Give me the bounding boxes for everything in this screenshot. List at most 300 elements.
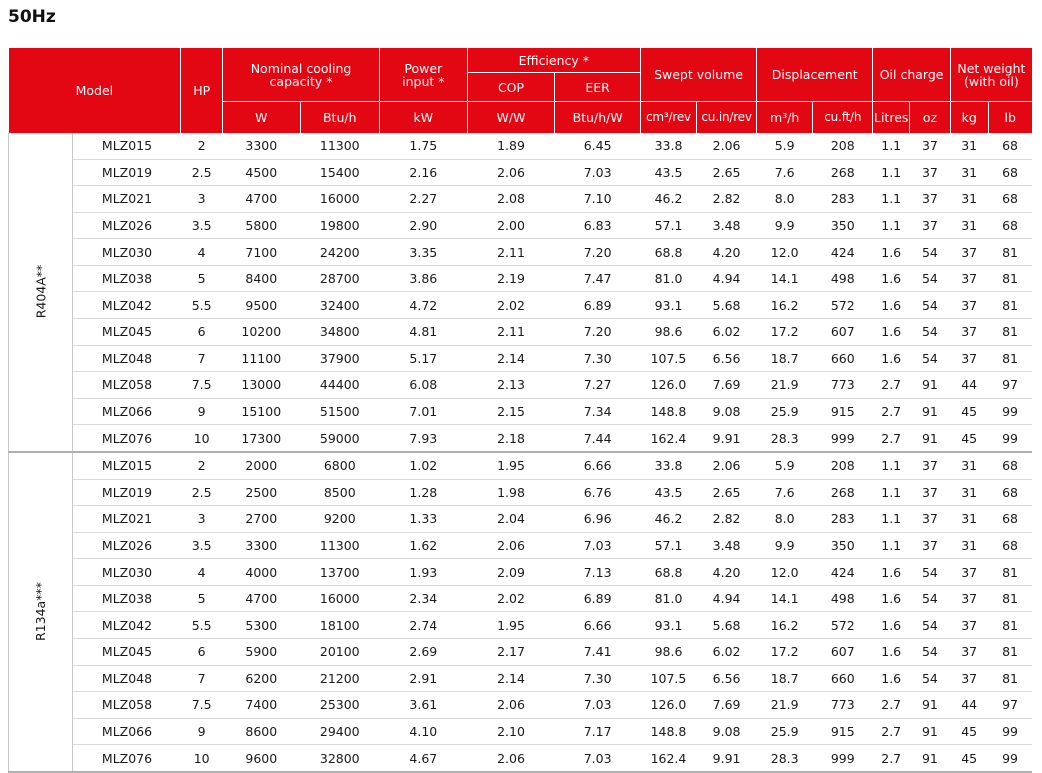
cell-oil-oz: 37 [910,506,951,533]
cell-oil-oz: 37 [910,452,951,479]
cell-hp: 5.5 [181,292,223,319]
header-net-weight: Net weight (with oil) [950,48,1032,102]
cell-swept-cuin: 2.06 [697,452,757,479]
cell-oil-litres: 2.7 [873,745,910,772]
cell-displacement-m3h: 14.1 [757,265,813,292]
cell-capacity-btuh: 8500 [300,479,380,506]
cell-oil-litres: 1.6 [873,345,910,372]
unit-cuinrev: cu.in/rev [697,102,757,134]
cell-model: MLZ048 [73,665,181,692]
cell-capacity-btuh: 32800 [300,745,380,772]
cell-weight-kg: 37 [950,239,988,266]
header-oil-charge: Oil charge [873,48,950,102]
cell-eer: 7.27 [555,372,641,399]
cell-capacity-btuh: 16000 [300,585,380,612]
cell-model: MLZ048 [73,345,181,372]
cell-weight-lb: 68 [988,479,1032,506]
cell-cop: 2.02 [467,585,555,612]
table-row [9,159,1033,186]
cell-oil-litres: 1.1 [873,212,910,239]
cell-capacity-btuh: 51500 [300,398,380,425]
cell-swept-cm3: 107.5 [640,665,696,692]
cell-weight-kg: 37 [950,665,988,692]
cell-hp: 7 [181,665,223,692]
cell-oil-litres: 1.6 [873,265,910,292]
cell-capacity-w: 4700 [223,186,300,213]
cell-swept-cuin: 5.68 [697,292,757,319]
cell-displacement-m3h: 5.9 [757,133,813,159]
cell-cop: 2.06 [467,159,555,186]
cell-weight-kg: 37 [950,319,988,346]
cell-power-kw: 2.74 [380,612,468,639]
cell-hp: 7.5 [181,372,223,399]
cell-oil-litres: 1.6 [873,559,910,586]
cell-eer: 6.66 [555,452,641,479]
cell-weight-kg: 31 [950,506,988,533]
cell-weight-kg: 37 [950,612,988,639]
cell-displacement-cufth: 283 [813,186,873,213]
header-nominal-cooling-capacity: Nominal cooling capacity * [223,48,380,102]
cell-swept-cuin: 3.48 [697,532,757,559]
cell-hp: 4 [181,239,223,266]
table-row [9,559,1033,586]
cell-displacement-cufth: 999 [813,745,873,772]
cell-weight-kg: 45 [950,718,988,745]
cell-capacity-w: 8400 [223,265,300,292]
cell-swept-cm3: 107.5 [640,345,696,372]
cell-hp: 10 [181,425,223,452]
table-row [9,212,1033,239]
cell-capacity-btuh: 11300 [300,133,380,159]
cell-oil-litres: 1.1 [873,532,910,559]
cell-hp: 7 [181,345,223,372]
cell-cop: 1.95 [467,452,555,479]
cell-displacement-cufth: 773 [813,372,873,399]
cell-oil-oz: 91 [910,745,951,772]
cell-power-kw: 2.91 [380,665,468,692]
cell-oil-litres: 2.7 [873,372,910,399]
cell-weight-lb: 68 [988,506,1032,533]
cell-model: MLZ058 [73,372,181,399]
cell-power-kw: 2.69 [380,638,468,665]
cell-cop: 2.11 [467,319,555,346]
table-body [9,133,1033,772]
cell-eer: 7.03 [555,159,641,186]
cell-capacity-btuh: 28700 [300,265,380,292]
cell-eer: 7.41 [555,638,641,665]
cell-swept-cuin: 6.56 [697,665,757,692]
cell-swept-cuin: 6.56 [697,345,757,372]
cell-model: MLZ021 [73,186,181,213]
cell-oil-litres: 1.6 [873,612,910,639]
cell-swept-cm3: 33.8 [640,133,696,159]
cell-displacement-cufth: 915 [813,398,873,425]
cell-power-kw: 7.01 [380,398,468,425]
cell-oil-litres: 1.1 [873,186,910,213]
cell-weight-lb: 81 [988,612,1032,639]
cell-swept-cm3: 57.1 [640,212,696,239]
cell-model: MLZ026 [73,532,181,559]
table-header [9,48,1033,134]
cell-capacity-btuh: 44400 [300,372,380,399]
cell-capacity-w: 15100 [223,398,300,425]
cell-capacity-btuh: 18100 [300,612,380,639]
cell-oil-litres: 1.6 [873,292,910,319]
cell-model: MLZ042 [73,612,181,639]
unit-oz: oz [910,102,951,134]
cell-cop: 2.06 [467,692,555,719]
cell-oil-litres: 1.6 [873,665,910,692]
cell-weight-lb: 68 [988,133,1032,159]
unit-kw: kW [380,102,468,134]
cell-model: MLZ038 [73,265,181,292]
table-row [9,292,1033,319]
cell-oil-oz: 54 [910,345,951,372]
cell-oil-litres: 2.7 [873,425,910,452]
cell-hp: 5 [181,265,223,292]
cell-capacity-btuh: 19800 [300,212,380,239]
cell-oil-oz: 91 [910,692,951,719]
table-row [9,452,1033,479]
cell-model: MLZ038 [73,585,181,612]
cell-swept-cm3: 148.8 [640,718,696,745]
cell-displacement-m3h: 18.7 [757,345,813,372]
cell-swept-cm3: 148.8 [640,398,696,425]
cell-displacement-cufth: 660 [813,665,873,692]
cell-swept-cm3: 43.5 [640,479,696,506]
cell-capacity-w: 8600 [223,718,300,745]
cell-hp: 7.5 [181,692,223,719]
cell-hp: 3 [181,506,223,533]
cell-swept-cm3: 46.2 [640,186,696,213]
cell-displacement-m3h: 12.0 [757,239,813,266]
cell-hp: 2 [181,133,223,159]
cell-eer: 6.45 [555,133,641,159]
cell-eer: 6.89 [555,292,641,319]
cell-oil-oz: 54 [910,265,951,292]
unit-btuhw: Btu/h/W [555,102,641,134]
cell-capacity-w: 2500 [223,479,300,506]
cell-capacity-w: 17300 [223,425,300,452]
cell-oil-oz: 37 [910,133,951,159]
cell-displacement-m3h: 17.2 [757,319,813,346]
unit-litres: Litres [873,102,910,134]
cell-displacement-m3h: 21.9 [757,372,813,399]
cell-model: MLZ045 [73,319,181,346]
cell-swept-cuin: 4.94 [697,585,757,612]
cell-displacement-cufth: 424 [813,239,873,266]
cell-oil-litres: 2.7 [873,398,910,425]
cell-capacity-w: 3300 [223,532,300,559]
cell-swept-cuin: 9.91 [697,745,757,772]
cell-hp: 2.5 [181,479,223,506]
cell-capacity-btuh: 20100 [300,638,380,665]
cell-capacity-w: 9500 [223,292,300,319]
cell-cop: 2.10 [467,718,555,745]
cell-oil-oz: 37 [910,212,951,239]
header-power-input: Power input * [380,48,468,102]
cell-model: MLZ015 [73,452,181,479]
cell-power-kw: 3.61 [380,692,468,719]
cell-oil-litres: 1.1 [873,506,910,533]
header-swept-volume: Swept volume [640,48,756,102]
table-row [9,425,1033,452]
cell-displacement-m3h: 5.9 [757,452,813,479]
cell-swept-cm3: 98.6 [640,638,696,665]
cell-eer: 7.03 [555,745,641,772]
cell-cop: 2.06 [467,532,555,559]
cell-cop: 2.02 [467,292,555,319]
cell-capacity-btuh: 6800 [300,452,380,479]
cell-capacity-w: 3300 [223,133,300,159]
cell-swept-cm3: 93.1 [640,292,696,319]
cell-weight-kg: 31 [950,479,988,506]
cell-power-kw: 3.35 [380,239,468,266]
cell-cop: 2.00 [467,212,555,239]
cell-hp: 3 [181,186,223,213]
cell-weight-lb: 81 [988,559,1032,586]
cell-weight-kg: 31 [950,452,988,479]
cell-model: MLZ021 [73,506,181,533]
cell-oil-litres: 1.1 [873,133,910,159]
cell-capacity-w: 2000 [223,452,300,479]
cell-capacity-w: 4000 [223,559,300,586]
cell-model: MLZ042 [73,292,181,319]
table-row [9,718,1033,745]
cell-cop: 2.11 [467,239,555,266]
header-model: Model [9,48,181,134]
cell-cop: 1.89 [467,133,555,159]
cell-eer: 6.83 [555,212,641,239]
cell-weight-lb: 97 [988,372,1032,399]
cell-capacity-btuh: 13700 [300,559,380,586]
page-title: 50Hz [8,7,56,27]
cell-power-kw: 1.75 [380,133,468,159]
cell-weight-lb: 68 [988,532,1032,559]
cell-weight-kg: 45 [950,398,988,425]
cell-oil-litres: 1.1 [873,159,910,186]
cell-model: MLZ058 [73,692,181,719]
cell-displacement-cufth: 498 [813,265,873,292]
cell-cop: 2.14 [467,665,555,692]
cell-power-kw: 2.90 [380,212,468,239]
cell-capacity-btuh: 59000 [300,425,380,452]
cell-hp: 10 [181,745,223,772]
unit-ww: W/W [467,102,555,134]
cell-hp: 6 [181,319,223,346]
cell-oil-oz: 54 [910,292,951,319]
header-hp: HP [181,48,223,134]
table-row [9,239,1033,266]
cell-hp: 9 [181,398,223,425]
cell-swept-cm3: 46.2 [640,506,696,533]
cell-swept-cm3: 68.8 [640,239,696,266]
header-displacement: Displacement [757,48,873,102]
cell-swept-cuin: 2.65 [697,479,757,506]
cell-swept-cuin: 6.02 [697,319,757,346]
cell-capacity-w: 13000 [223,372,300,399]
cell-cop: 2.14 [467,345,555,372]
cell-cop: 2.13 [467,372,555,399]
cell-capacity-btuh: 15400 [300,159,380,186]
cell-power-kw: 1.93 [380,559,468,586]
cell-displacement-cufth: 424 [813,559,873,586]
cell-swept-cm3: 81.0 [640,585,696,612]
cell-swept-cuin: 4.20 [697,559,757,586]
cell-weight-kg: 31 [950,532,988,559]
cell-displacement-cufth: 268 [813,159,873,186]
cell-weight-lb: 99 [988,718,1032,745]
cell-power-kw: 6.08 [380,372,468,399]
cell-capacity-btuh: 32400 [300,292,380,319]
cell-hp: 6 [181,638,223,665]
header-eer: EER [555,73,641,102]
table-row [9,585,1033,612]
cell-weight-kg: 37 [950,585,988,612]
cell-hp: 2 [181,452,223,479]
table-row [9,133,1033,159]
cell-swept-cuin: 2.82 [697,506,757,533]
cell-oil-oz: 91 [910,425,951,452]
cell-oil-litres: 1.6 [873,638,910,665]
cell-oil-oz: 37 [910,186,951,213]
cell-displacement-m3h: 9.9 [757,212,813,239]
header-efficiency: Efficiency * [467,48,640,73]
cell-cop: 2.17 [467,638,555,665]
cell-displacement-m3h: 25.9 [757,398,813,425]
cell-oil-oz: 37 [910,159,951,186]
cell-displacement-cufth: 572 [813,612,873,639]
table-row [9,186,1033,213]
cell-weight-lb: 99 [988,398,1032,425]
cell-power-kw: 1.33 [380,506,468,533]
cell-displacement-m3h: 8.0 [757,186,813,213]
table-row [9,345,1033,372]
cell-eer: 7.47 [555,265,641,292]
cell-displacement-m3h: 9.9 [757,532,813,559]
cell-weight-lb: 99 [988,745,1032,772]
cell-displacement-m3h: 7.6 [757,159,813,186]
cell-model: MLZ076 [73,425,181,452]
cell-eer: 7.34 [555,398,641,425]
cell-displacement-cufth: 607 [813,638,873,665]
cell-weight-lb: 68 [988,452,1032,479]
unit-m3h: m³/h [757,102,813,134]
cell-oil-oz: 54 [910,559,951,586]
cell-oil-litres: 1.6 [873,319,910,346]
cell-weight-kg: 37 [950,292,988,319]
cell-swept-cm3: 43.5 [640,159,696,186]
cell-weight-kg: 37 [950,559,988,586]
cell-oil-oz: 91 [910,372,951,399]
cell-power-kw: 2.34 [380,585,468,612]
cell-displacement-m3h: 17.2 [757,638,813,665]
cell-power-kw: 4.72 [380,292,468,319]
cell-eer: 7.20 [555,319,641,346]
cell-swept-cuin: 9.08 [697,718,757,745]
cell-swept-cm3: 81.0 [640,265,696,292]
cell-power-kw: 4.10 [380,718,468,745]
cell-hp: 3.5 [181,212,223,239]
cell-swept-cuin: 5.68 [697,612,757,639]
cell-swept-cuin: 4.20 [697,239,757,266]
cell-capacity-btuh: 24200 [300,239,380,266]
refrigerant-label: R404A** [33,265,49,319]
refrigerant-group-cell [9,133,73,452]
cell-capacity-w: 10200 [223,319,300,346]
cell-weight-kg: 31 [950,159,988,186]
refrigerant-group-cell [9,452,73,772]
cell-eer: 7.13 [555,559,641,586]
cell-power-kw: 1.28 [380,479,468,506]
cell-capacity-w: 7100 [223,239,300,266]
cell-model: MLZ019 [73,159,181,186]
cell-cop: 2.15 [467,398,555,425]
cell-capacity-btuh: 9200 [300,506,380,533]
cell-hp: 3.5 [181,532,223,559]
cell-cop: 2.08 [467,186,555,213]
table-row [9,398,1033,425]
cell-swept-cuin: 4.94 [697,265,757,292]
cell-capacity-w: 11100 [223,345,300,372]
header-cop: COP [467,73,555,102]
cell-cop: 2.06 [467,745,555,772]
cell-displacement-m3h: 14.1 [757,585,813,612]
cell-capacity-w: 2700 [223,506,300,533]
cell-oil-oz: 54 [910,319,951,346]
cell-displacement-m3h: 28.3 [757,745,813,772]
cell-eer: 6.96 [555,506,641,533]
cell-capacity-w: 5300 [223,612,300,639]
cell-weight-kg: 45 [950,425,988,452]
cell-model: MLZ015 [73,133,181,159]
table-row [9,265,1033,292]
cell-displacement-m3h: 16.2 [757,612,813,639]
cell-swept-cuin: 7.69 [697,692,757,719]
table-row [9,692,1033,719]
cell-power-kw: 1.02 [380,452,468,479]
cell-eer: 7.03 [555,532,641,559]
cell-swept-cm3: 68.8 [640,559,696,586]
cell-model: MLZ026 [73,212,181,239]
cell-weight-lb: 81 [988,585,1032,612]
cell-oil-oz: 54 [910,585,951,612]
cell-eer: 7.10 [555,186,641,213]
cell-eer: 7.30 [555,665,641,692]
cell-cop: 1.95 [467,612,555,639]
cell-cop: 1.98 [467,479,555,506]
cell-swept-cm3: 126.0 [640,692,696,719]
table-row [9,479,1033,506]
cell-displacement-m3h: 8.0 [757,506,813,533]
cell-displacement-m3h: 25.9 [757,718,813,745]
cell-displacement-cufth: 208 [813,452,873,479]
cell-swept-cm3: 126.0 [640,372,696,399]
unit-cm3rev: cm³/rev [640,102,696,134]
cell-weight-lb: 68 [988,186,1032,213]
cell-weight-lb: 81 [988,239,1032,266]
table-row [9,506,1033,533]
cell-oil-litres: 1.6 [873,585,910,612]
cell-weight-lb: 97 [988,692,1032,719]
cell-oil-oz: 54 [910,239,951,266]
cell-weight-kg: 44 [950,692,988,719]
cell-eer: 6.89 [555,585,641,612]
cell-displacement-m3h: 28.3 [757,425,813,452]
cell-weight-kg: 45 [950,745,988,772]
cell-hp: 2.5 [181,159,223,186]
cell-swept-cm3: 162.4 [640,745,696,772]
